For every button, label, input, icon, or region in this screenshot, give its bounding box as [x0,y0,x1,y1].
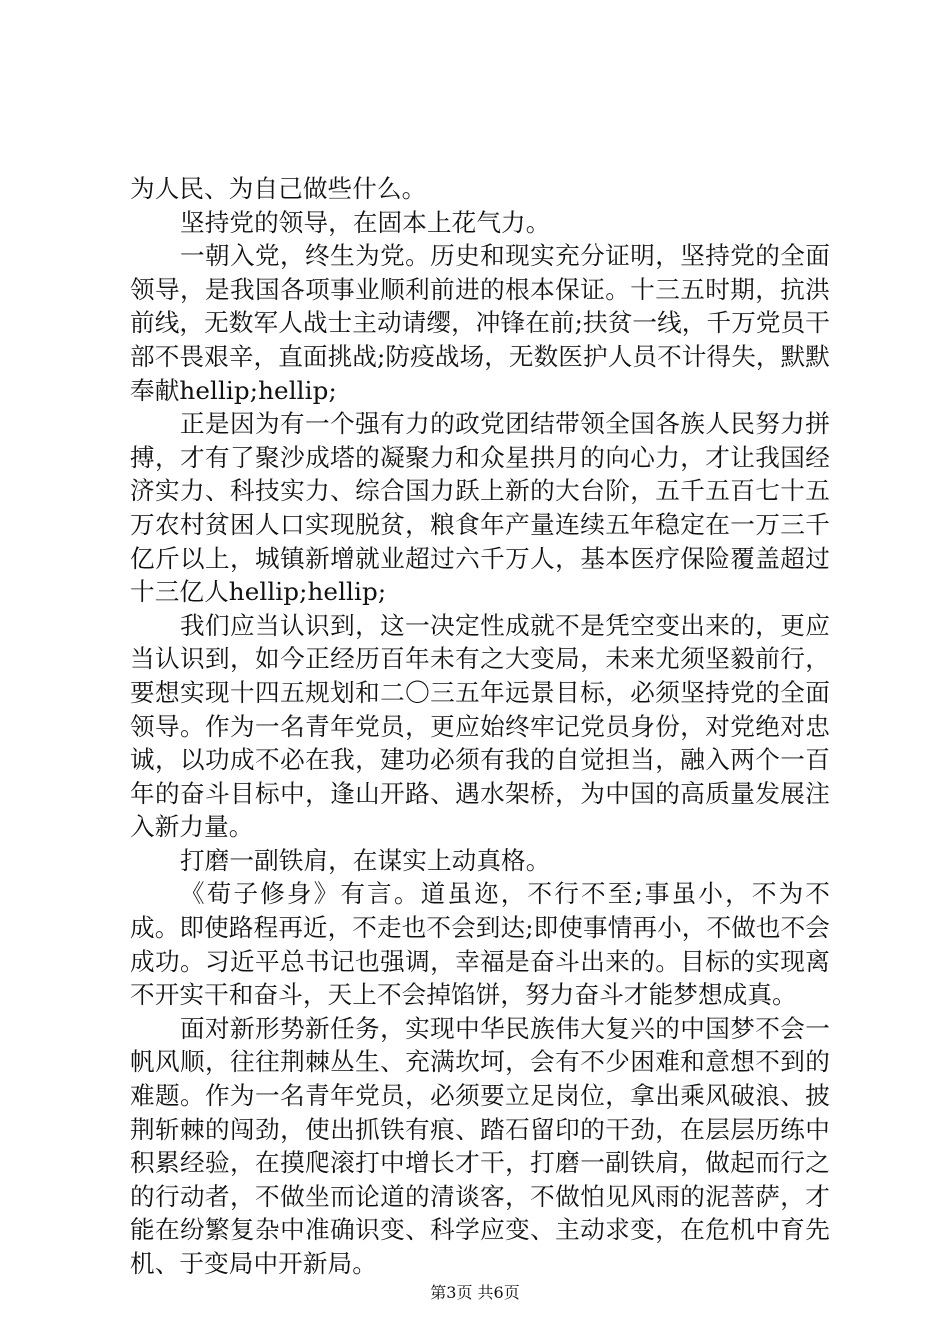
paragraph: 一朝入党，终生为党。历史和现实充分证明，坚持党的全面领导，是我国各项事业顺利前进的根本保证。十三五时期，抗洪前线，无数军人战士主动请缨，冲锋在前;扶贫一线，千万党员干部不畏艰辛，直面挑战;防疫战场，无数医护人员不计得失，默默奉献hellip;hellip; [130,241,830,405]
paragraph-continuation: 为人民、为自己做些什么。 [130,174,427,203]
body-text [130,172,830,1281]
paragraph: 正是因为有一个强有力的政党团结带领全国各族人民努力拼搏，才有了聚沙成塔的凝聚力和众星拱月的向心力，才让我国经济实力、科技实力、综合国力跃上新的大台阶，五千五百七十五万农村贫困人口实现脱贫，粮食年产量连续五年稳定在一万三千亿斤以上，城镇新增就业超过六千万人，基本医疗保险覆盖超过十三亿人hellip;hellip; [130,409,830,607]
paragraph: 我们应当认识到，这一决定性成就不是凭空变出来的，更应当认识到，如今正经历百年未有之大变局，未来尤须坚毅前行，要想实现十四五规划和二〇三五年远景目标，必须坚持党的全面领导。作为一名青年党员，更应始终牢记党员身份，对党绝对忠诚，以功成不必在我，建功必须有我的自觉担当，融入两个一百年的奋斗目标中，逢山开路、遇水架桥，为中国的高质量发展注入新力量。 [130,610,830,842]
paragraph: 面对新形势新任务，实现中华民族伟大复兴的中国梦不会一帆风顺，往往荆棘丛生、充满坎坷，会有不少困难和意想不到的难题。作为一名青年党员，必须要立足岗位，拿出乘风破浪、披荆斩棘的闯劲，使出抓铁有痕、踏石留印的干劲，在层层历练中积累经验，在摸爬滚打中增长才干，打磨一副铁肩，做起而行之的行动者，不做坐而论道的清谈客，不做怕见风雨的泥菩萨，才能在纷繁复杂中准确识变、科学应变、主动求变，在危机中育先机、于变局中开新局。 [130,1013,830,1278]
page-number-footer: 第3页 共6页 [430,1283,520,1302]
section-heading: 打磨一副铁肩，在谋实上动真格。 [180,845,551,875]
paragraph: 《荀子修身》有言。道虽迩，不行不至;事虽小，不为不成。即使路程再近，不走也不会到达;即使事情再小，不做也不会成功。习近平总书记也强调，幸福是奋斗出来的。目标的实现离不开实干和奋斗，天上不会掉馅饼，努力奋斗才能梦想成真。 [130,879,830,1010]
section-heading: 坚持党的领导，在固本上花气力。 [180,207,551,237]
